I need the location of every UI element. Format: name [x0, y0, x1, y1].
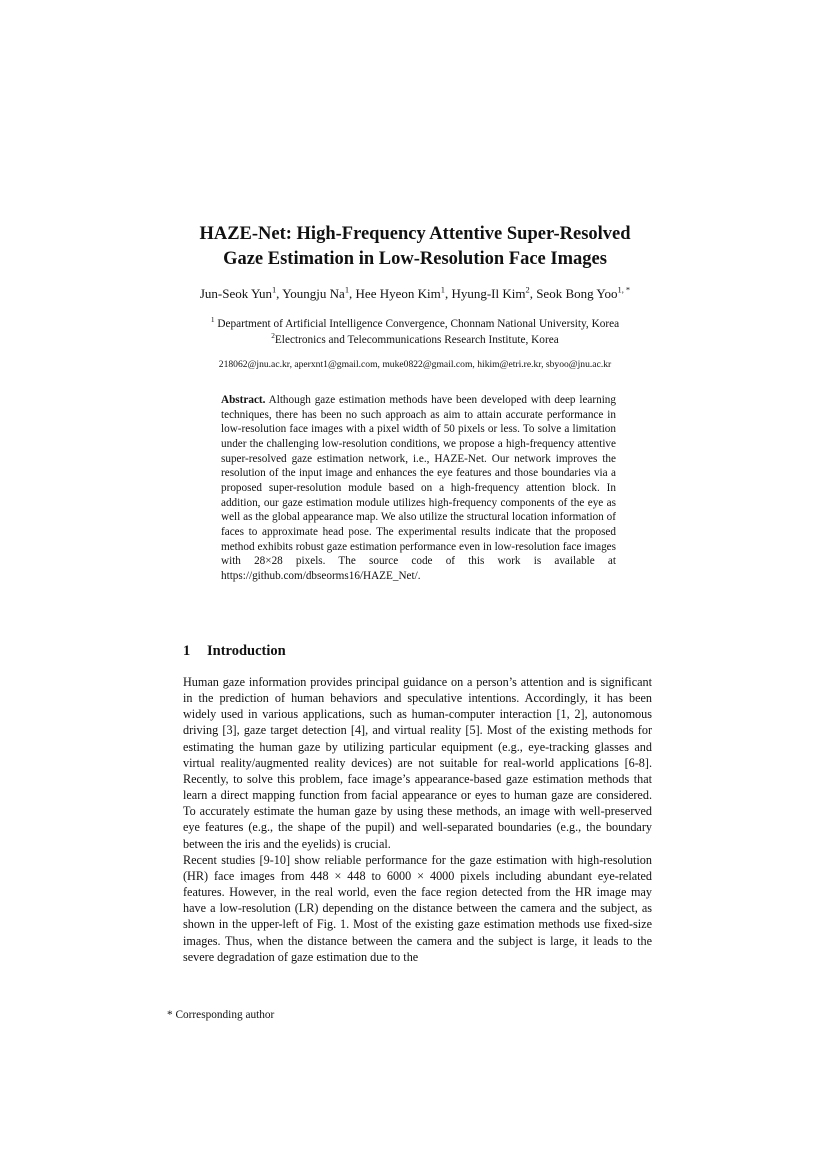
abstract: [221, 393, 616, 584]
section-heading: [183, 641, 286, 661]
abstract-text: Although gaze estimation methods have been developed with deep learning techniques, there has been no such approach as aim to attain accurate performance in low-resolution face images with a pixel width of 50 pixels or less. To solve a limitation under the challenging low-resolution conditions, we propose a high-frequency attentive super-resolved gaze estimation network, i.e., HAZE-Net. Our network improves the resolution of the input image and enhances the eye features and those boundaries via a proposed super-resolution module based on a high-frequency attention block. In addition, our gaze estimation module utilizes high-frequency components of the eye as well as the global appearance map. We also utilize the structural location information of faces to approximate head pose. The experimental results indicate that the proposed method exhibits robust gaze estimation performance even in low-resolution face images with 28×28 pixels. The source code of this work is available at https://github.com/dbseorms16/HAZE_Net/.: [221, 394, 616, 582]
section-title: Introduction: [207, 643, 286, 659]
author-name: Seok Bong Yoo: [536, 286, 618, 301]
affiliation-text: Department of Artificial Intelligence Convergence, Chonnam National University, Korea: [217, 318, 620, 330]
author-name: Youngju Na: [282, 286, 345, 301]
affiliation-mark: 1: [210, 315, 215, 325]
author-affil-mark: 2: [525, 284, 530, 295]
body-text: [183, 674, 652, 965]
affiliation-text: Electronics and Telecommunications Research Institute, Korea: [274, 333, 559, 346]
abstract-label: Abstract.: [221, 394, 266, 406]
author-name: Hee Hyeon Kim: [355, 286, 441, 301]
author-affil-mark: 1, *: [617, 284, 631, 295]
affiliation-mark: 2: [271, 330, 275, 340]
author-name: Hyung-Il Kim: [451, 286, 526, 301]
affiliation-line: [100, 317, 730, 333]
section-number: 1: [183, 643, 191, 659]
author-list: Jun-Seok Yun$^1$, Youngju Na$^1$, Hee Hyeon Kim$^1$, Hyung-Il Kim$^2$, Seok Bong Yoo$^{1, *}$: [199, 284, 631, 301]
title-line-1: HAZE-Net: High-Frequency Attentive Super-Resolved: [199, 224, 631, 244]
author-emails: 218062@jnu.ac.kr, aperxnt1@gmail.com, muke0822@gmail.com, hikim@etri.re.kr, sbyoo@jnu.ac.kr: [218, 359, 612, 370]
body-paragraph: Recent studies [9-10] show reliable performance for the gaze estimation with high-resolution (HR) face images from 448 × 448 to 6000 × 4000 pixels including abundant eye-related features. However, in the real world, even the face region detected from the HR image may have a low-resolution (LR) depending on the distance between the camera and the subject, as shown in the upper-left of Fig. 1. Most of the existing gaze estimation methods use fixed-size images. Thus, when the distance between the camera and the subject is large, it leads to the severe degradation of gaze estimation due to the: [183, 852, 652, 964]
affiliations: [100, 317, 730, 348]
affiliation-line: [100, 330, 730, 349]
title-line-2: Gaze Estimation in Low-Resolution Face Images: [223, 249, 607, 269]
author-name: Jun-Seok Yun: [199, 286, 272, 301]
footnote: * Corresponding author: [167, 1009, 275, 1021]
body-paragraph: Human gaze information provides principal guidance on a person’s attention and is significant in the prediction of human behaviors and speculative intentions. Accordingly, it has been widely used in various applications, such as human-computer interaction [1, 2], autonomous driving [3], gaze target detection [4], and virtual reality [5]. Most of the existing methods for estimating the human gaze by utilizing particular equipment (e.g., eye-tracking glasses and virtual reality/augmented reality devices) are not suitable for real-world applications [6-8]. Recently, to solve this problem, face image’s appearance-based gaze estimation methods that learn a direct mapping function from facial appearance or eyes to human gaze are considered. To accurately estimate the human gaze by using these methods, an image with well-preserved eye features (e.g., the shape of the pupil) and well-separated boundaries (e.g., the boundary between the iris and the eyelids) is crucial.: [183, 675, 652, 851]
author-affil-mark: 1: [344, 284, 350, 295]
paper-title: [120, 222, 710, 272]
author-affil-mark: 1: [440, 284, 445, 295]
author-affil-mark: 1: [271, 284, 277, 295]
